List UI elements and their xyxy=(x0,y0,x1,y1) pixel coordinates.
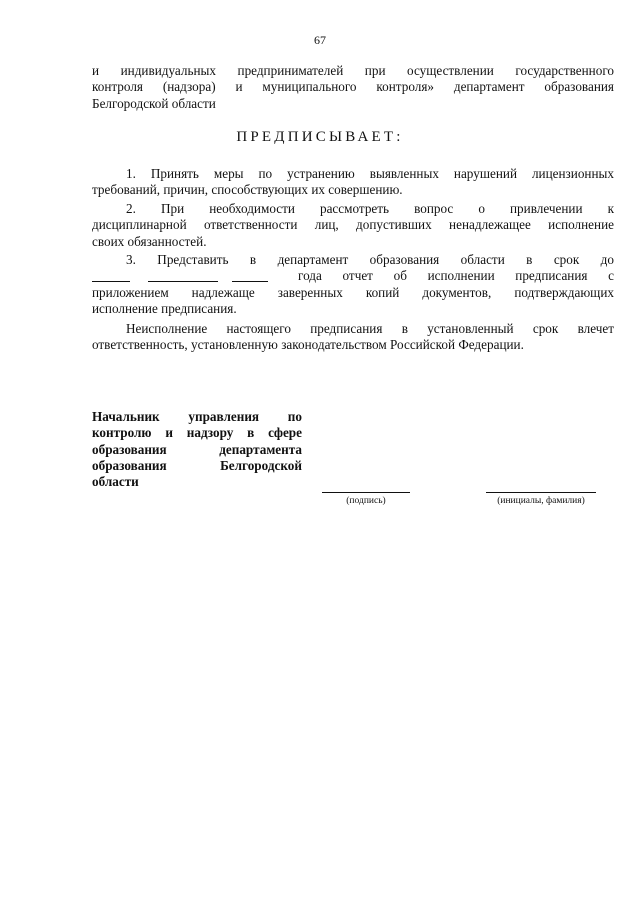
intro-paragraph xyxy=(92,63,614,112)
name-caption: (инициалы, фамилия) xyxy=(497,496,585,506)
item-1 xyxy=(92,166,614,199)
item-line: 1. Принять меры по устранению выявленных нарушений лицензионных xyxy=(126,166,614,181)
signatory-title-line: образования Белгородской xyxy=(92,457,302,473)
item-line: года отчет об исполнении предписания с xyxy=(298,268,614,284)
item-3 xyxy=(92,252,614,317)
name-line xyxy=(486,492,596,493)
intro-line: Белгородской области xyxy=(92,95,216,111)
intro-line: контроля (надзора) и муниципального контроля» департамент образования xyxy=(92,79,614,95)
item-line: своих обязанностей. xyxy=(92,233,207,249)
deadline-month-blank xyxy=(148,270,218,282)
item-line: требований, причин, способствующих их совершению. xyxy=(92,182,403,198)
signatory-title-line: образования департамента xyxy=(92,441,302,457)
signatory-title-line: области xyxy=(92,474,139,490)
item-line: дисциплинарной ответственности лиц, допустивших ненадлежащее исполнение xyxy=(92,217,614,233)
item-line: 2. При необходимости рассмотреть вопрос о привлечении к xyxy=(126,201,614,216)
signatory-title xyxy=(92,409,302,490)
page-number: 67 xyxy=(314,33,326,47)
item-line: 3. Представить в департамент образования области в срок до xyxy=(126,252,614,267)
deadline-row xyxy=(92,268,614,284)
item-2 xyxy=(92,201,614,250)
order-heading: ПРЕДПИСЫВАЕТ: xyxy=(236,129,404,145)
item-line: исполнение предписания. xyxy=(92,300,237,316)
liability-paragraph xyxy=(92,321,614,354)
signature-line xyxy=(322,492,410,493)
intro-line: и индивидуальных предпринимателей при осуществлении государственного xyxy=(92,63,614,78)
signatory-title-line: Начальник управления по xyxy=(92,409,302,424)
deadline-day-blank xyxy=(92,270,130,282)
item-line: приложением надлежаще заверенных копий документов, подтверждающих xyxy=(92,284,614,300)
signature-caption: (подпись) xyxy=(346,496,386,506)
paragraph-line: Неисполнение настоящего предписания в установленный срок влечет xyxy=(126,321,614,336)
signatory-title-line: контролю и надзору в сфере xyxy=(92,425,302,441)
paragraph-line: ответственность, установленную законодательством Российской Федерации. xyxy=(92,337,524,353)
deadline-year-blank xyxy=(232,270,268,282)
